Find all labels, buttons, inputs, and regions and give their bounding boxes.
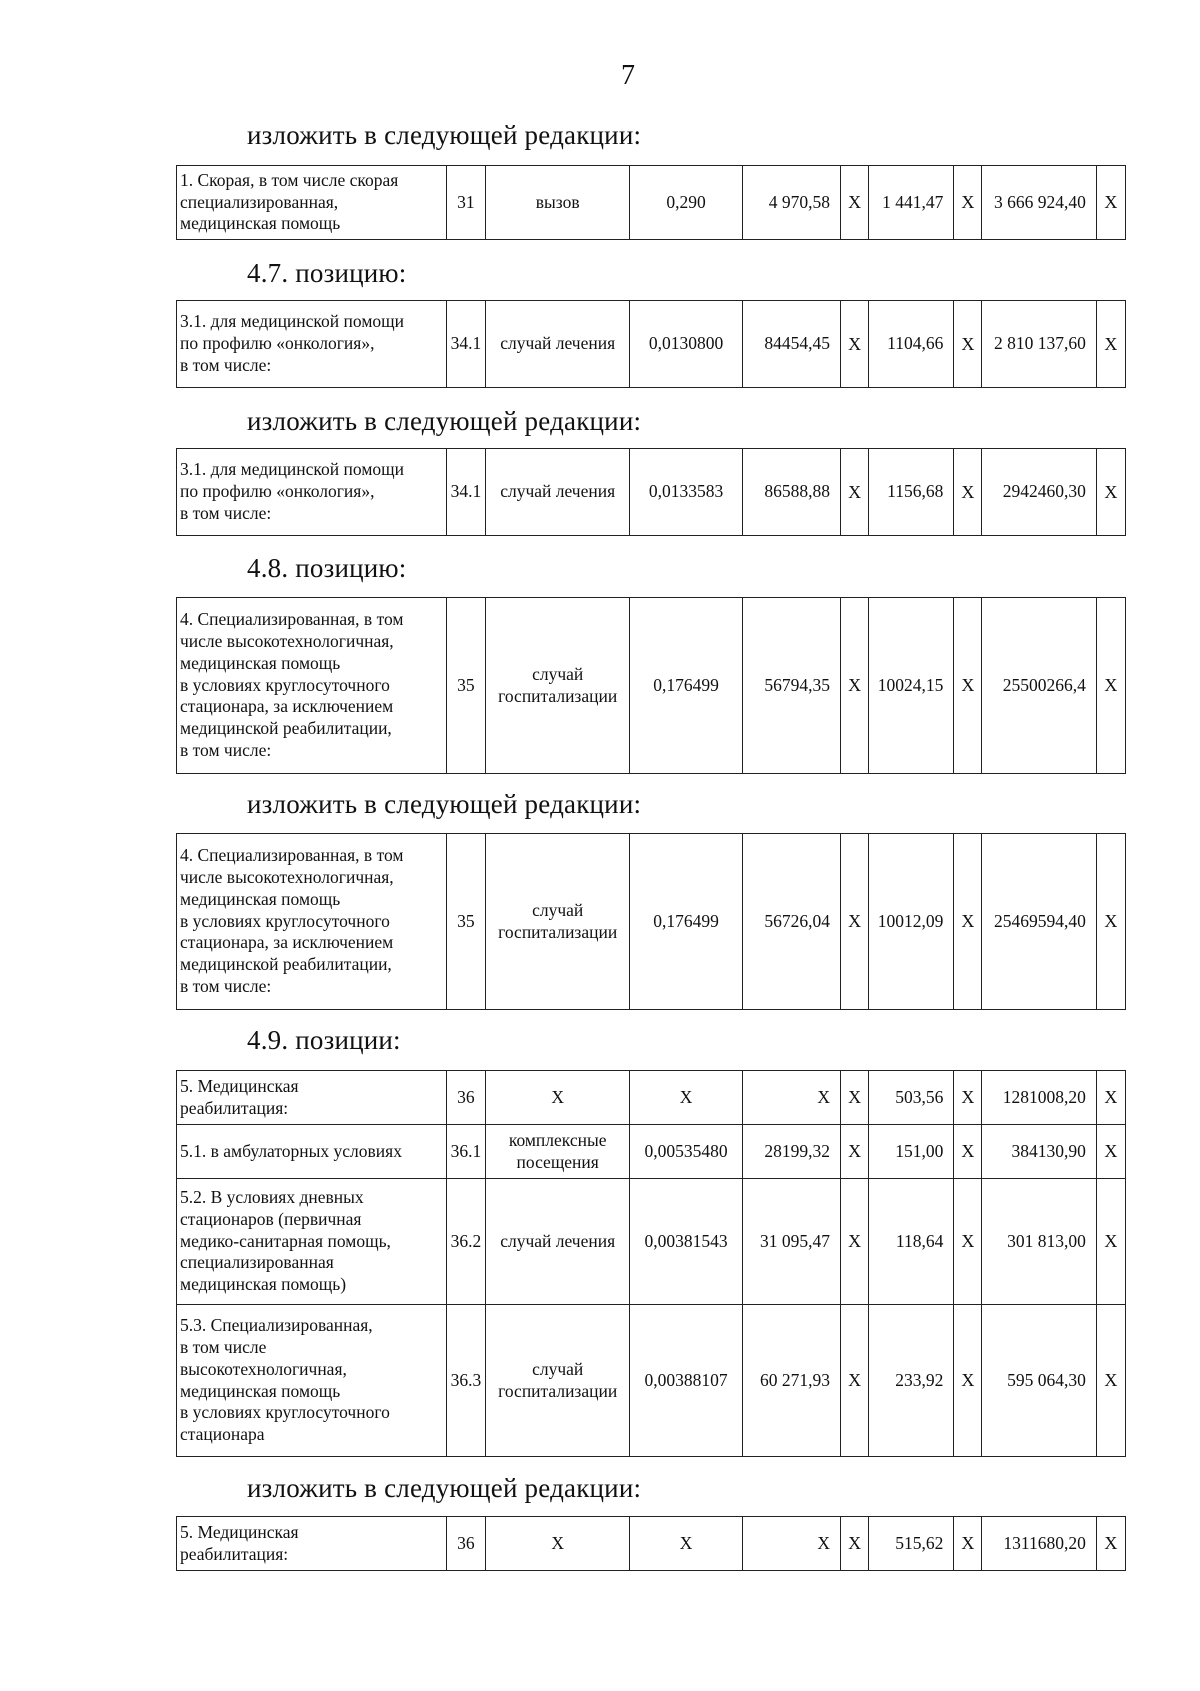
- per-capita-cell: 10024,15: [869, 598, 954, 774]
- total-cost-cell: 2942460,30: [982, 449, 1096, 536]
- unit-cost-cell: 56726,04: [742, 834, 840, 1010]
- total-cost-cell: 25469594,40: [982, 834, 1096, 1010]
- x-mark-cell: X: [1096, 449, 1125, 536]
- position-name-cell: 1. Скорая, в том числе скорая специализированная, медицинская помощь: [177, 166, 447, 240]
- x-mark-cell: X: [1096, 1179, 1125, 1305]
- section-heading: изложить в следующей редакции:: [247, 1473, 642, 1503]
- norm-volume-cell: X: [630, 1517, 742, 1571]
- unit-cell: случай лечения: [485, 449, 629, 536]
- total-cost-cell: 384130,90: [982, 1125, 1096, 1179]
- x-mark-cell: X: [954, 1517, 982, 1571]
- section-heading: изложить в следующей редакции:: [247, 120, 642, 150]
- unit-cost-cell: 86588,88: [742, 449, 840, 536]
- table-row: [177, 1179, 1126, 1305]
- unit-cost-cell: X: [742, 1071, 840, 1125]
- x-mark-cell: X: [1096, 1071, 1125, 1125]
- unit-cell: случай лечения: [485, 1179, 629, 1305]
- x-mark-cell: X: [954, 1179, 982, 1305]
- unit-cost-cell: 56794,35: [742, 598, 840, 774]
- table-row: [177, 1517, 1126, 1571]
- row-code-cell: 36.3: [446, 1305, 485, 1457]
- row-code-cell: 36: [446, 1517, 485, 1571]
- section-heading: 4.8. позицию:: [247, 553, 407, 583]
- unit-cell: вызов: [485, 166, 629, 240]
- tariff-table: [176, 833, 1126, 1010]
- x-mark-cell: X: [954, 598, 982, 774]
- x-mark-cell: X: [954, 166, 982, 240]
- tariff-table: [176, 597, 1126, 774]
- x-mark-cell: X: [1096, 834, 1125, 1010]
- per-capita-cell: 118,64: [869, 1179, 954, 1305]
- x-mark-cell: X: [841, 449, 869, 536]
- page-number: 7: [621, 60, 635, 91]
- x-mark-cell: X: [1096, 1125, 1125, 1179]
- norm-volume-cell: 0,0130800: [630, 301, 742, 388]
- x-mark-cell: X: [841, 166, 869, 240]
- per-capita-cell: 1 441,47: [869, 166, 954, 240]
- position-name-cell: 5. Медицинская реабилитация:: [177, 1071, 447, 1125]
- total-cost-cell: 1311680,20: [982, 1517, 1096, 1571]
- unit-cost-cell: 28199,32: [742, 1125, 840, 1179]
- position-name-cell: 4. Специализированная, в том числе высокотехнологичная, медицинская помощь в условиях круглосуточного стационара, за исключением медицинской реабилитации, в том числе:: [177, 834, 447, 1010]
- table-row: [177, 598, 1126, 774]
- x-mark-cell: X: [954, 1071, 982, 1125]
- unit-cell: X: [485, 1071, 629, 1125]
- position-name-cell: 5.2. В условиях дневных стационаров (первичная медико-санитарная помощь, специализированная медицинская помощь): [177, 1179, 447, 1305]
- x-mark-cell: X: [954, 1125, 982, 1179]
- total-cost-cell: 25500266,4: [982, 598, 1096, 774]
- table-row: [177, 301, 1126, 388]
- x-mark-cell: X: [841, 1305, 869, 1457]
- table-row: [177, 1305, 1126, 1457]
- norm-volume-cell: 0,176499: [630, 834, 742, 1010]
- row-code-cell: 36: [446, 1071, 485, 1125]
- unit-cost-cell: 60 271,93: [742, 1305, 840, 1457]
- per-capita-cell: 151,00: [869, 1125, 954, 1179]
- per-capita-cell: 10012,09: [869, 834, 954, 1010]
- unit-cell: случай госпитализации: [485, 598, 629, 774]
- tariff-table: [176, 448, 1126, 536]
- row-code-cell: 34.1: [446, 449, 485, 536]
- total-cost-cell: 2 810 137,60: [982, 301, 1096, 388]
- unit-cell: комплексные посещения: [485, 1125, 629, 1179]
- unit-cell: случай госпитализации: [485, 834, 629, 1010]
- position-name-cell: 4. Специализированная, в том числе высокотехнологичная, медицинская помощь в условиях круглосуточного стационара, за исключением медицинской реабилитации, в том числе:: [177, 598, 447, 774]
- unit-cell: случай госпитализации: [485, 1305, 629, 1457]
- total-cost-cell: 1281008,20: [982, 1071, 1096, 1125]
- row-code-cell: 35: [446, 834, 485, 1010]
- x-mark-cell: X: [841, 834, 869, 1010]
- x-mark-cell: X: [954, 1305, 982, 1457]
- x-mark-cell: X: [954, 449, 982, 536]
- total-cost-cell: 301 813,00: [982, 1179, 1096, 1305]
- position-name-cell: 3.1. для медицинской помощи по профилю «онкология», в том числе:: [177, 449, 447, 536]
- per-capita-cell: 1156,68: [869, 449, 954, 536]
- position-name-cell: 5.1. в амбулаторных условиях: [177, 1125, 447, 1179]
- unit-cost-cell: 4 970,58: [742, 166, 840, 240]
- unit-cost-cell: 31 095,47: [742, 1179, 840, 1305]
- norm-volume-cell: X: [630, 1071, 742, 1125]
- section-heading: 4.7. позицию:: [247, 258, 407, 288]
- position-name-cell: 5. Медицинская реабилитация:: [177, 1517, 447, 1571]
- x-mark-cell: X: [841, 1125, 869, 1179]
- x-mark-cell: X: [1096, 166, 1125, 240]
- total-cost-cell: 3 666 924,40: [982, 166, 1096, 240]
- x-mark-cell: X: [841, 598, 869, 774]
- x-mark-cell: X: [841, 1071, 869, 1125]
- position-name-cell: 3.1. для медицинской помощи по профилю «онкология», в том числе:: [177, 301, 447, 388]
- per-capita-cell: 1104,66: [869, 301, 954, 388]
- row-code-cell: 31: [446, 166, 485, 240]
- section-heading: изложить в следующей редакции:: [247, 406, 642, 436]
- section-heading: 4.9. позиции:: [247, 1025, 401, 1055]
- norm-volume-cell: 0,00388107: [630, 1305, 742, 1457]
- table-row: [177, 1125, 1126, 1179]
- table-row: [177, 834, 1126, 1010]
- unit-cost-cell: X: [742, 1517, 840, 1571]
- row-code-cell: 36.2: [446, 1179, 485, 1305]
- tariff-table: [176, 1516, 1126, 1571]
- norm-volume-cell: 0,290: [630, 166, 742, 240]
- row-code-cell: 35: [446, 598, 485, 774]
- table-row: [177, 166, 1126, 240]
- x-mark-cell: X: [841, 1517, 869, 1571]
- norm-volume-cell: 0,0133583: [630, 449, 742, 536]
- total-cost-cell: 595 064,30: [982, 1305, 1096, 1457]
- x-mark-cell: X: [1096, 1305, 1125, 1457]
- table-row: [177, 449, 1126, 536]
- x-mark-cell: X: [1096, 598, 1125, 774]
- x-mark-cell: X: [954, 301, 982, 388]
- tariff-table: [176, 300, 1126, 388]
- row-code-cell: 36.1: [446, 1125, 485, 1179]
- x-mark-cell: X: [954, 834, 982, 1010]
- position-name-cell: 5.3. Специализированная, в том числе высокотехнологичная, медицинская помощь в условиях круглосуточного стационара: [177, 1305, 447, 1457]
- per-capita-cell: 515,62: [869, 1517, 954, 1571]
- per-capita-cell: 503,56: [869, 1071, 954, 1125]
- x-mark-cell: X: [1096, 1517, 1125, 1571]
- row-code-cell: 34.1: [446, 301, 485, 388]
- tariff-table: [176, 165, 1126, 240]
- unit-cost-cell: 84454,45: [742, 301, 840, 388]
- x-mark-cell: X: [841, 301, 869, 388]
- unit-cell: случай лечения: [485, 301, 629, 388]
- section-heading: изложить в следующей редакции:: [247, 789, 642, 819]
- norm-volume-cell: 0,176499: [630, 598, 742, 774]
- x-mark-cell: X: [1096, 301, 1125, 388]
- x-mark-cell: X: [841, 1179, 869, 1305]
- norm-volume-cell: 0,00535480: [630, 1125, 742, 1179]
- table-row: [177, 1071, 1126, 1125]
- tariff-table: [176, 1070, 1126, 1457]
- norm-volume-cell: 0,00381543: [630, 1179, 742, 1305]
- per-capita-cell: 233,92: [869, 1305, 954, 1457]
- unit-cell: X: [485, 1517, 629, 1571]
